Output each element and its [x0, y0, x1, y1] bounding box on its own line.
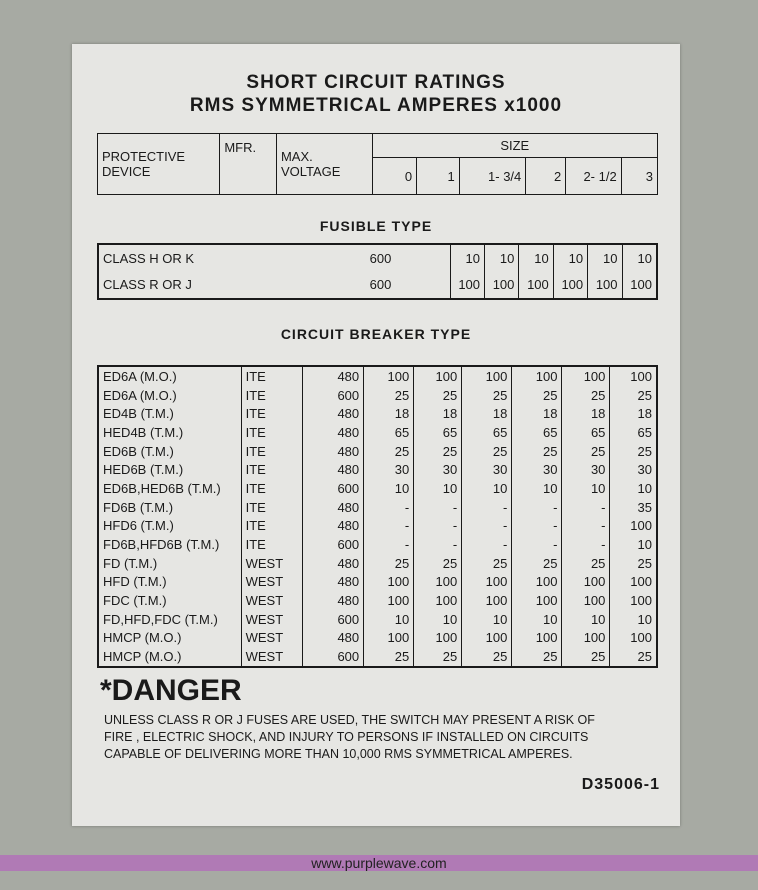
rating-cell: 100: [512, 572, 562, 591]
rating-cell: 25: [512, 442, 562, 461]
device-cell: ED4B (T.M.): [98, 405, 241, 424]
rating-cell: 100: [562, 591, 610, 610]
rating-cell: 25: [610, 647, 657, 667]
table-row: [98, 461, 657, 480]
rating-cell: 65: [512, 423, 562, 442]
rating-cell: 100: [462, 366, 512, 386]
device-cell: ED6B (T.M.): [98, 442, 241, 461]
table-row: [98, 535, 657, 554]
rating-cell: 100: [588, 272, 622, 300]
rating-cell: 30: [462, 461, 512, 480]
voltage-cell: 480: [302, 516, 363, 535]
header-size: SIZE: [372, 134, 657, 158]
rating-cell: -: [462, 535, 512, 554]
rating-cell: 10: [519, 244, 553, 272]
rating-cell: 100: [364, 366, 414, 386]
rating-cell: 100: [610, 591, 657, 610]
rating-cell: -: [562, 516, 610, 535]
rating-cell: 100: [364, 572, 414, 591]
voltage-cell: 480: [302, 498, 363, 517]
rating-cell: 100: [450, 272, 484, 300]
rating-cell: 25: [414, 442, 462, 461]
table-row: [98, 366, 657, 386]
rating-cell: 10: [364, 479, 414, 498]
rating-cell: -: [414, 516, 462, 535]
device-cell: FD (T.M.): [98, 554, 241, 573]
rating-cell: 18: [562, 405, 610, 424]
rating-cell: 35: [610, 498, 657, 517]
voltage-cell: 600: [302, 610, 363, 629]
rating-cell: 25: [364, 442, 414, 461]
rating-cell: 10: [414, 610, 462, 629]
rating-cell: 10: [512, 479, 562, 498]
voltage-cell: 600: [366, 272, 451, 300]
rating-cell: 10: [485, 244, 519, 272]
device-cell: HED4B (T.M.): [98, 423, 241, 442]
danger-heading: *DANGER: [100, 674, 242, 707]
breaker-table: [97, 365, 658, 668]
device-cell: CLASS R OR J: [98, 272, 366, 300]
device-cell: ED6B,HED6B (T.M.): [98, 479, 241, 498]
table-row: [98, 498, 657, 517]
voltage-cell: 480: [302, 572, 363, 591]
rating-cell: 10: [562, 610, 610, 629]
table-row: [98, 423, 657, 442]
rating-cell: 25: [512, 554, 562, 573]
table-row: [98, 591, 657, 610]
device-cell: ED6A (M.O.): [98, 366, 241, 386]
device-cell: FD6B (T.M.): [98, 498, 241, 517]
table-row: [98, 244, 657, 272]
rating-cell: 25: [462, 386, 512, 405]
rating-cell: 25: [462, 442, 512, 461]
mfr-cell: ITE: [241, 535, 302, 554]
title-line-1: SHORT CIRCUIT RATINGS: [246, 72, 506, 93]
table-row: [98, 272, 657, 300]
header-mfr: MFR.: [220, 134, 277, 195]
voltage-cell: 600: [366, 244, 451, 272]
voltage-cell: 480: [302, 442, 363, 461]
device-cell: HMCP (M.O.): [98, 647, 241, 667]
rating-cell: 25: [610, 442, 657, 461]
rating-cell: 10: [553, 244, 587, 272]
rating-cell: 30: [414, 461, 462, 480]
header-table: [97, 133, 658, 195]
rating-cell: 25: [562, 554, 610, 573]
device-cell: HFD6 (T.M.): [98, 516, 241, 535]
table-row: [98, 647, 657, 667]
rating-cell: 100: [414, 366, 462, 386]
rating-cell: 10: [610, 610, 657, 629]
size-column-header: 1: [417, 158, 460, 195]
rating-cell: 25: [414, 554, 462, 573]
table-row: [98, 442, 657, 461]
rating-cell: 100: [364, 628, 414, 647]
rating-cell: 65: [414, 423, 462, 442]
fusible-table: [97, 243, 658, 300]
rating-cell: 65: [462, 423, 512, 442]
size-column-header: 3: [621, 158, 657, 195]
rating-cell: 10: [562, 479, 610, 498]
rating-cell: 30: [512, 461, 562, 480]
rating-cell: 10: [364, 610, 414, 629]
rating-cell: 25: [462, 554, 512, 573]
rating-cell: 10: [622, 244, 657, 272]
warning-text: UNLESS CLASS R OR J FUSES ARE USED, THE SWITCH MAY PRESENT A RISK OF FIRE , ELECTRIC SHOCK, AND INJURY TO PERSONS IF INSTALLED ON CIRCUITS CAPABLE OF DELIVERING MORE THAN 10,000 RMS SYMMETRICAL AMPERES.: [104, 713, 595, 761]
device-cell: HMCP (M.O.): [98, 628, 241, 647]
rating-cell: 65: [364, 423, 414, 442]
table-row: [98, 610, 657, 629]
rating-cell: 100: [610, 366, 657, 386]
rating-cell: 100: [414, 591, 462, 610]
rating-cell: 25: [364, 554, 414, 573]
rating-cell: 100: [562, 572, 610, 591]
rating-cell: 100: [462, 572, 512, 591]
rating-cell: 65: [610, 423, 657, 442]
breaker-title: CIRCUIT BREAKER TYPE: [280, 326, 472, 342]
device-cell: CLASS H OR K: [98, 244, 366, 272]
voltage-cell: 480: [302, 366, 363, 386]
rating-cell: 100: [512, 366, 562, 386]
mfr-cell: WEST: [241, 554, 302, 573]
rating-cell: 18: [414, 405, 462, 424]
mfr-cell: ITE: [241, 516, 302, 535]
voltage-cell: 600: [302, 647, 363, 667]
table-row: [98, 479, 657, 498]
rating-cell: 10: [414, 479, 462, 498]
rating-cell: 100: [462, 591, 512, 610]
rating-cell: 25: [414, 647, 462, 667]
voltage-cell: 480: [302, 423, 363, 442]
table-row: [98, 386, 657, 405]
rating-cell: 25: [610, 554, 657, 573]
rating-cell: 25: [562, 647, 610, 667]
watermark: www.purplewave.com: [311, 855, 447, 871]
table-row: [98, 628, 657, 647]
rating-cell: -: [462, 516, 512, 535]
rating-cell: 100: [485, 272, 519, 300]
mfr-cell: WEST: [241, 628, 302, 647]
mfr-cell: ITE: [241, 498, 302, 517]
header-voltage: MAX. VOLTAGE: [280, 149, 341, 179]
mfr-cell: ITE: [241, 405, 302, 424]
voltage-cell: 480: [302, 628, 363, 647]
rating-cell: 10: [462, 610, 512, 629]
rating-cell: 100: [562, 366, 610, 386]
mfr-cell: WEST: [241, 591, 302, 610]
mfr-cell: ITE: [241, 386, 302, 405]
rating-cell: 100: [512, 628, 562, 647]
mfr-cell: ITE: [241, 423, 302, 442]
mfr-cell: ITE: [241, 442, 302, 461]
device-cell: FDC (T.M.): [98, 591, 241, 610]
device-cell: ED6A (M.O.): [98, 386, 241, 405]
voltage-cell: 480: [302, 405, 363, 424]
rating-cell: 25: [562, 386, 610, 405]
rating-cell: 100: [622, 272, 657, 300]
fusible-title: FUSIBLE TYPE: [319, 218, 433, 234]
rating-cell: 100: [610, 572, 657, 591]
header-device: PROTECTIVE DEVICE: [102, 149, 186, 179]
device-cell: HFD (T.M.): [98, 572, 241, 591]
voltage-cell: 600: [302, 535, 363, 554]
mfr-cell: WEST: [241, 647, 302, 667]
rating-cell: -: [364, 535, 414, 554]
watermark-strip: [0, 855, 758, 871]
size-column-header: 0: [372, 158, 417, 195]
rating-cell: -: [414, 498, 462, 517]
rating-cell: -: [512, 535, 562, 554]
mfr-cell: WEST: [241, 572, 302, 591]
voltage-cell: 480: [302, 461, 363, 480]
device-cell: FD,HFD,FDC (T.M.): [98, 610, 241, 629]
rating-cell: 18: [610, 405, 657, 424]
size-column-header: 2- 1/2: [566, 158, 622, 195]
voltage-cell: 600: [302, 386, 363, 405]
rating-cell: 10: [610, 479, 657, 498]
rating-cell: 10: [588, 244, 622, 272]
rating-cell: -: [364, 516, 414, 535]
rating-cell: 30: [610, 461, 657, 480]
rating-cell: 10: [450, 244, 484, 272]
rating-cell: 10: [512, 610, 562, 629]
rating-cell: 100: [562, 628, 610, 647]
device-cell: FD6B,HFD6B (T.M.): [98, 535, 241, 554]
rating-cell: -: [512, 516, 562, 535]
rating-cell: -: [562, 535, 610, 554]
mfr-cell: ITE: [241, 461, 302, 480]
rating-cell: 18: [512, 405, 562, 424]
rating-cell: 25: [512, 647, 562, 667]
rating-cell: 30: [562, 461, 610, 480]
rating-cell: -: [562, 498, 610, 517]
rating-cell: 100: [462, 628, 512, 647]
rating-cell: 100: [414, 628, 462, 647]
rating-cell: 100: [512, 591, 562, 610]
rating-cell: 18: [364, 405, 414, 424]
rating-cell: 100: [364, 591, 414, 610]
rating-cell: 25: [364, 386, 414, 405]
rating-cell: 25: [562, 442, 610, 461]
device-cell: HED6B (T.M.): [98, 461, 241, 480]
rating-cell: 30: [364, 461, 414, 480]
rating-cell: 100: [414, 572, 462, 591]
rating-cell: 65: [562, 423, 610, 442]
mfr-cell: WEST: [241, 610, 302, 629]
mfr-cell: ITE: [241, 366, 302, 386]
rating-cell: 25: [414, 386, 462, 405]
table-row: [98, 554, 657, 573]
part-code: D35006-1: [581, 776, 660, 793]
rating-cell: 100: [610, 628, 657, 647]
size-column-header: 1- 3/4: [459, 158, 526, 195]
voltage-cell: 600: [302, 479, 363, 498]
rating-cell: -: [512, 498, 562, 517]
rating-cell: 25: [512, 386, 562, 405]
mfr-cell: ITE: [241, 479, 302, 498]
table-row: [98, 516, 657, 535]
rating-cell: 100: [519, 272, 553, 300]
rating-cell: 25: [462, 647, 512, 667]
voltage-cell: 480: [302, 591, 363, 610]
rating-cell: 18: [462, 405, 512, 424]
table-row: [98, 405, 657, 424]
rating-cell: -: [364, 498, 414, 517]
rating-cell: 25: [610, 386, 657, 405]
size-column-header: 2: [526, 158, 566, 195]
rating-cell: 25: [364, 647, 414, 667]
rating-cell: 10: [462, 479, 512, 498]
table-row: [98, 572, 657, 591]
voltage-cell: 480: [302, 554, 363, 573]
rating-cell: 100: [610, 516, 657, 535]
rating-cell: 10: [610, 535, 657, 554]
rating-cell: 100: [553, 272, 587, 300]
rating-label: [72, 44, 680, 826]
title-line-2: RMS SYMMETRICAL AMPERES x1000: [189, 95, 563, 116]
rating-cell: -: [414, 535, 462, 554]
rating-cell: -: [462, 498, 512, 517]
